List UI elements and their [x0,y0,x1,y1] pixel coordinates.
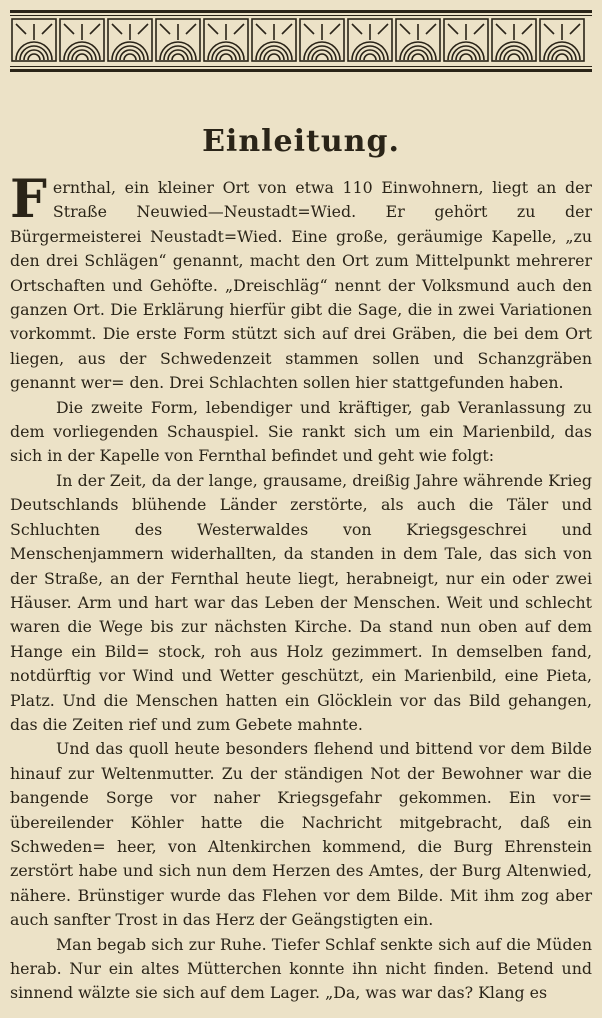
paragraph-1-text: ernthal, ein kleiner Ort von etwa 110 Einwohnern, liegt an der Straße Neuwied—Neustadt=Wied. Er gehört zu der Bürgermeisterei Neustadt=Wied. Eine große, geräumige Kapelle, „zu den drei Schlägen“ genannt, macht den Ort zum Mittelpunkt mehrerer Ortschaften und Gehöfte. „Dreischläg“ nennt der Volksmund auch den ganzen Ort. Die Erklärung hierfür gibt die Sage, die in zwei Variationen vorkommt. Die erste Form stützt sich auf drei Gräben, die bei dem Ort liegen, aus der Schwedenzeit stammen sollen und Schanzgräben genannt wer= den. Drei Schlachten sollen hier stattgefunden haben. [10,178,592,393]
header-ornament [10,10,592,76]
paragraph-4: Und das quoll heute besonders flehend und bittend vor dem Bilde hinauf zur Weltenmutter. Zu der ständigen Not der Bewohner war die bangende Sorge vor naher Kriegsgefahr gekommen. Ein vor= übereilender Köhler hatte die Nachricht mitgebracht, daß ein Schweden= heer, von Altenkirchen kommend, die Burg Ehrenstein zerstört habe und sich nun dem Herzen des Amtes, der Burg Altenwied, nähere. Brünstiger wurde das Flehen vor dem Bilde. Mit ihm zog aber auch sanfter Trost in das Herz der Geängstigten ein. [10,739,592,930]
chapter-title: Einleitung. [202,124,400,159]
body-text [10,169,592,1006]
paragraph-1 [10,169,592,396]
paragraph-5: Man begab sich zur Ruhe. Tiefer Schlaf senkte sich auf die Müden herab. Nur ein altes Mütterchen konnte ihn nicht finden. Betend und sinnend wälzte sie sich auf dem Lager. „Da, was war das? Klang es [10,934,592,1003]
paragraph-3: In der Zeit, da der lange, grausame, dreißig Jahre währende Krieg Deutschlands blühende Länder zerstörte, als auch die Täler und Schluchten des Westerwaldes von Kriegsgeschrei und Menschenjammern widerhallten, da standen in dem Tale, das sich von der Straße, an der Fernthal heute liegt, herabneigt, nur ein oder zwei Häuser. Arm und hart war das Leben der Menschen. Weit und schlecht waren die Wege bis zur nächsten Kirche. Da stand nun oben auf dem Hange ein Bild= stock, roh aus Holz gezimmert. In demselben fand, notdürftig vor Wind und Wetter geschützt, ein Marienbild, eine Pieta, Platz. Und die Menschen hatten ein Glöcklein vor das Bild gehangen, das die Zeiten rief und zum Gebete mahnte. [10,470,592,734]
paragraph-2: Die zweite Form, lebendiger und kräftiger, gab Veranlassung zu dem vorliegenden Schauspiel. Sie rankt sich um ein Marienbild, das sich in der Kapelle von Fernthal befindet und geht wie folgt: [10,397,592,466]
drop-cap: F [10,169,47,230]
